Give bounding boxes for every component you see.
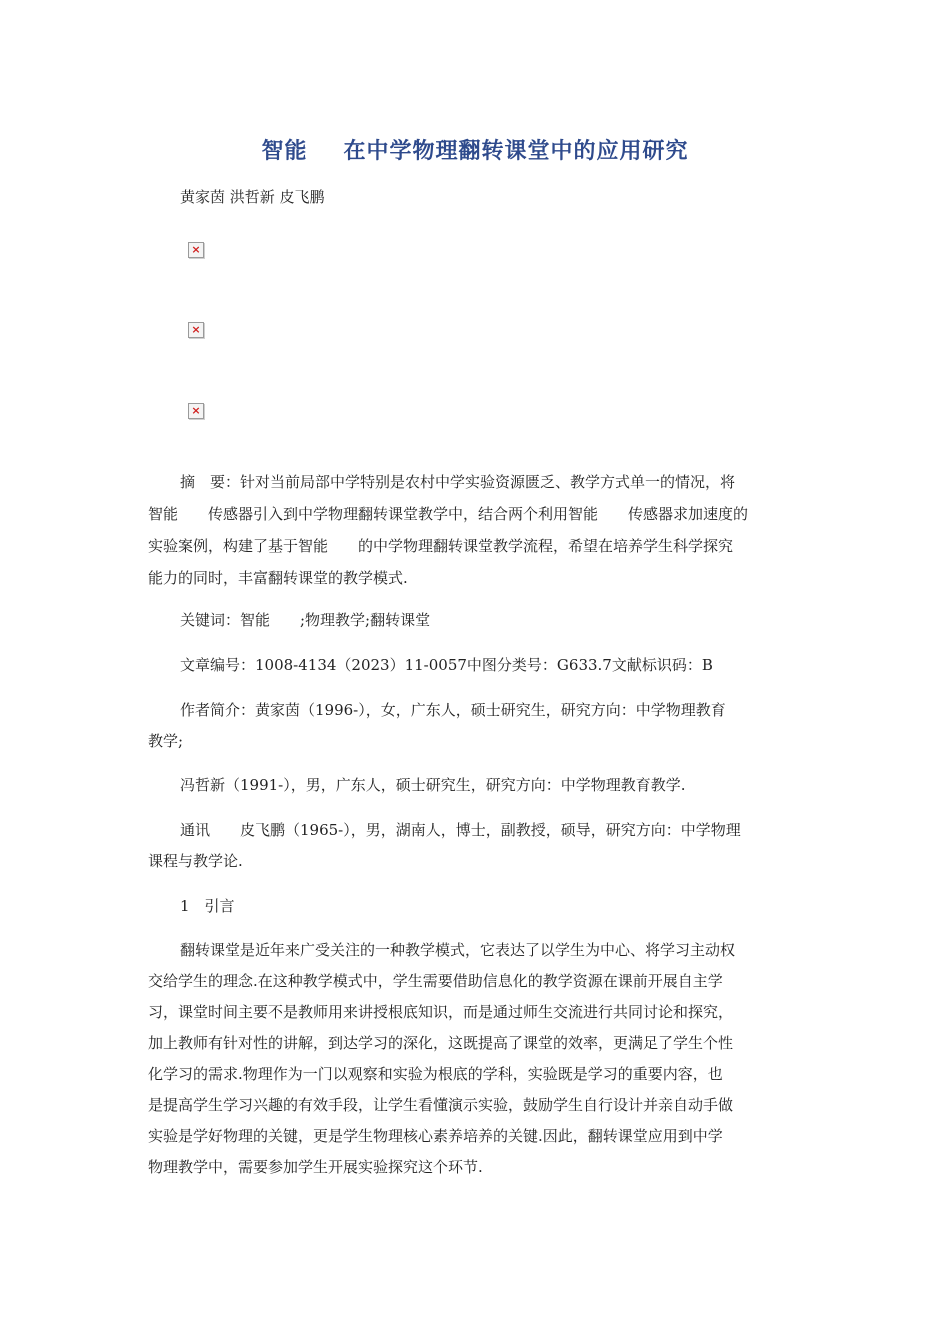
broken-image-icon: ×	[188, 403, 204, 419]
correspondence-line: 课程与教学论.	[148, 852, 243, 870]
article-title	[0, 134, 950, 165]
keywords: 关键词：智能 ;物理教学;翻转课堂	[180, 611, 431, 629]
body-line: 加上教师有针对性的讲解，到达学习的深化，这既提高了课堂的效率，更满足了学生个性	[148, 1034, 734, 1052]
section-heading: 1 引言	[180, 897, 235, 915]
body-line: 习，课堂时间主要不是教师用来讲授根底知识，而是通过师生交流进行共同讨论和探究，	[148, 1003, 734, 1021]
body-line: 交给学生的理念.在这种教学模式中，学生需要借助信息化的教学资源在课前开展自主学	[148, 972, 723, 990]
body-line: 翻转课堂是近年来广受关注的一种教学模式，它表达了以学生为中心、将学习主动权	[180, 941, 736, 959]
author-intro-line: 教学;	[148, 732, 184, 750]
author-intro-line: 作者简介：黄家茵（1996-），女，广东人，硕士研究生，研究方向：中学物理教育	[180, 701, 726, 719]
author-list: 黄家茵 洪哲新 皮飞鹏	[180, 188, 325, 206]
abstract-line: 摘 要：针对当前局部中学特别是农村中学实验资源匮乏、教学方式单一的情况，将	[180, 473, 736, 491]
body-line: 实验是学好物理的关键，更是学生物理核心素养培养的关键.因此，翻转课堂应用到中学	[148, 1127, 723, 1145]
title-part-1: 智能	[261, 139, 308, 164]
author-intro-2: 冯哲新（1991-），男，广东人，硕士研究生，研究方向：中学物理教育教学.	[180, 776, 686, 794]
body-line: 是提高学生学习兴趣的有效手段，让学生看懂演示实验，鼓励学生自行设计并亲自动手做	[148, 1096, 734, 1114]
correspondence-line: 通讯 皮飞鹏（1965-），男，湖南人，博士，副教授，硕导，研究方向：中学物理	[180, 821, 741, 839]
title-part-2: 在中学物理翻转课堂中的应用研究	[343, 139, 689, 164]
broken-image-icon: ×	[188, 322, 204, 338]
body-line: 物理教学中，需要参加学生开展实验探究这个环节.	[148, 1158, 483, 1176]
abstract-line: 智能 传感器引入到中学物理翻转课堂教学中，结合两个利用智能 传感器求加速度的	[148, 505, 749, 523]
abstract-line: 实验案例，构建了基于智能 的中学物理翻转课堂教学流程，希望在培养学生科学探究	[148, 537, 734, 555]
article-number: 文章编号：1008-4134（2023）11-0057中图分类号：G633.7文献标识码：B	[180, 656, 713, 674]
body-line: 化学习的需求.物理作为一门以观察和实验为根底的学科，实验既是学习的重要内容，也	[148, 1065, 723, 1083]
abstract-line: 能力的同时，丰富翻转课堂的教学模式.	[148, 569, 408, 587]
broken-image-icon: ×	[188, 242, 204, 258]
